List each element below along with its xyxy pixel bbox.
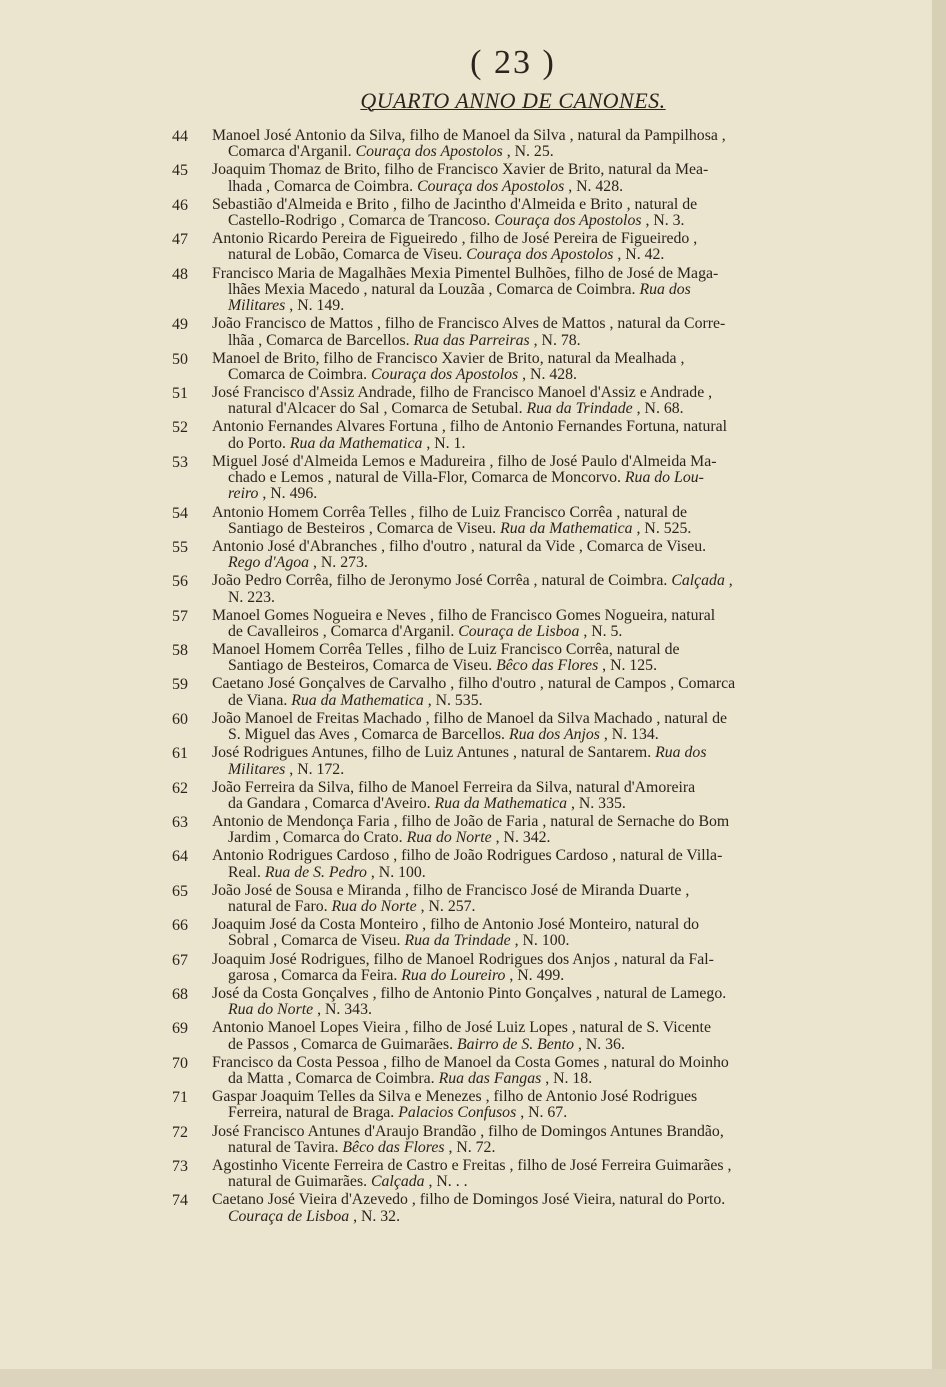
- entry-text: Comarca d'Arganil.: [228, 143, 352, 161]
- entry-line: [212, 899, 852, 915]
- entry-line: [212, 865, 852, 881]
- entry-text: Antonio José d'Abranches , filho d'outro , natural da Vide , Comarca de Viseu.: [212, 537, 707, 555]
- entry-text: Antonio Homem Corrêa Telles , filho de Luiz Francisco Corrêa , natural de: [212, 503, 688, 521]
- street-name: Bêco das Flores: [496, 657, 599, 675]
- house-number: , N. . .: [428, 1173, 468, 1191]
- entry-line: [212, 1020, 852, 1036]
- entry-line: [212, 727, 852, 743]
- list-item: [172, 1124, 852, 1157]
- house-number: , N. 36.: [577, 1035, 625, 1053]
- street-name: Rua dos: [655, 744, 707, 762]
- entry-text: da Matta , Comarca de Coimbra.: [228, 1070, 435, 1088]
- entry-number: 51: [172, 385, 188, 403]
- list-item: [172, 351, 852, 384]
- entry-text: José Rodrigues Antunes, filho de Luiz Antunes , natural de Santarem.: [212, 744, 652, 762]
- list-item: [172, 745, 852, 778]
- house-number: , N. 32.: [353, 1207, 401, 1225]
- entry-text: Comarca de Coimbra.: [228, 365, 368, 383]
- entry-line: [212, 917, 852, 933]
- list-item: [172, 1020, 852, 1053]
- list-item: [172, 419, 852, 452]
- entry-line: [212, 266, 852, 282]
- entry-line: [212, 1174, 852, 1190]
- entry-number: 53: [172, 453, 188, 471]
- entry-line: [212, 883, 852, 899]
- house-number: , N. 125.: [602, 657, 658, 675]
- list-item: [172, 505, 852, 538]
- entry-text: Antonio Manoel Lopes Vieira , filho de José Luiz Lopes , natural de S. Vicente: [212, 1019, 711, 1037]
- entry-text: José Francisco d'Assiz Andrade, filho de Francisco Manoel d'Assiz e Andrade ,: [212, 384, 713, 402]
- entry-line: [212, 830, 852, 846]
- entry-line: [212, 573, 852, 589]
- entry-line: [212, 401, 852, 417]
- list-item: [172, 573, 852, 606]
- street-name: Rua das Fangas: [438, 1070, 542, 1088]
- list-item: [172, 1089, 852, 1122]
- entry-line: [212, 282, 852, 298]
- entry-text: Joaquim José Rodrigues, filho de Manoel Rodrigues dos Anjos , natural da Fal-: [212, 950, 714, 968]
- street-name: Bairro de S. Bento: [457, 1035, 574, 1053]
- entry-line: [212, 162, 852, 178]
- entry-number: 72: [172, 1123, 188, 1141]
- entry-text: Joaquim José da Costa Monteiro , filho de Antonio José Monteiro, natural do: [212, 916, 700, 934]
- entry-text: Ferreira, natural de Braga.: [228, 1104, 395, 1122]
- entry-number: 68: [172, 985, 188, 1003]
- entry-text: José Francisco Antunes d'Araujo Brandão , filho de Domingos Antunes Brandão,: [212, 1122, 724, 1140]
- entry-line: [212, 658, 852, 674]
- entry-number: 65: [172, 882, 188, 900]
- entry-text: Antonio Ricardo Pereira de Figueiredo , filho de José Pereira de Figueiredo ,: [212, 230, 698, 248]
- entry-text: lhães Mexia Macedo , natural da Louzãa , Comarca de Coimbra.: [228, 280, 636, 298]
- house-number: , N. 42.: [617, 246, 665, 264]
- street-name: Palacios Confusos: [398, 1104, 517, 1122]
- entry-text: lhãa , Comarca de Barcellos.: [228, 331, 410, 349]
- entry-line: [212, 968, 852, 984]
- house-number: , N. 428.: [568, 177, 624, 195]
- entry-text: Antonio Fernandes Alvares Fortuna , filho de Antonio Fernandes Fortuna, natural: [212, 418, 728, 436]
- entry-line: [212, 231, 852, 247]
- list-item: [172, 1055, 852, 1088]
- list-item: [172, 1158, 852, 1191]
- street-name: Rua da Mathematica: [291, 691, 424, 709]
- list-item: [172, 539, 852, 572]
- street-name: Couraça de Lisboa: [458, 622, 580, 640]
- house-number: , N. 525.: [636, 519, 692, 537]
- street-name: Calçada: [371, 1173, 425, 1191]
- list-item: [172, 197, 852, 230]
- entry-line: [212, 316, 852, 332]
- entry-line: [212, 144, 852, 160]
- entry-line: [212, 676, 852, 692]
- entry-line: [212, 1002, 852, 1018]
- entry-text: João Ferreira da Silva, filho de Manoel Ferreira da Silva, natural d'Amoreira: [212, 778, 696, 796]
- entry-text: Santiago de Besteiros , Comarca de Viseu.: [228, 519, 497, 537]
- street-name: Couraça de Lisboa: [228, 1207, 350, 1225]
- street-name: Rua da Mathematica: [434, 794, 568, 812]
- street-name: Bêco das Flores: [342, 1138, 445, 1156]
- entry-line: [212, 933, 852, 949]
- street-name: Rua do Norte: [228, 1001, 314, 1019]
- entry-line: [212, 780, 852, 796]
- entry-line: [212, 521, 852, 537]
- entry-number: 60: [172, 710, 188, 728]
- entry-text: Agostinho Vicente Ferreira de Castro e Freitas , filho de José Ferreira Guimarães ,: [212, 1156, 732, 1174]
- street-name: Calçada ,: [671, 572, 733, 590]
- house-number: , N. 499.: [509, 966, 565, 984]
- house-number: , N. 72.: [448, 1138, 496, 1156]
- entry-text: Manoel Gomes Nogueira e Neves , filho de Francisco Gomes Nogueira, natural: [212, 606, 716, 624]
- house-number: , N. 496.: [262, 485, 318, 503]
- list-item: [172, 316, 852, 349]
- entry-text: de Passos , Comarca de Guimarães.: [228, 1035, 454, 1053]
- street-name: Rua do Norte: [331, 898, 417, 916]
- entry-line: [212, 693, 852, 709]
- entry-number: 48: [172, 265, 188, 283]
- house-number: , N. 428.: [522, 365, 577, 383]
- house-number: , N. 25.: [506, 143, 554, 161]
- entry-number: 54: [172, 504, 188, 522]
- entry-text: natural de Faro.: [228, 898, 328, 916]
- entry-line: [212, 454, 852, 470]
- list-item: [172, 711, 852, 744]
- house-number: , N. 172.: [289, 760, 345, 778]
- list-item: [172, 1192, 852, 1225]
- house-number: , N. 5.: [583, 622, 623, 640]
- entry-line: [212, 745, 852, 761]
- list-item: [172, 642, 852, 675]
- entry-line: [212, 1192, 852, 1208]
- entry-text: Sobral , Comarca de Viseu.: [228, 932, 401, 950]
- entry-text: Manoel José Antonio da Silva, filho de Manoel da Silva , natural da Pampilhosa ,: [212, 127, 726, 144]
- entry-line: [212, 436, 852, 452]
- entry-line: [212, 642, 852, 658]
- list-item: [172, 162, 852, 195]
- house-number: , N. 68.: [636, 400, 684, 418]
- entry-number: 69: [172, 1020, 188, 1038]
- entry-line: [212, 247, 852, 263]
- entry-line: [212, 486, 852, 502]
- house-number: , N. 134.: [603, 726, 659, 744]
- entry-line: [212, 419, 852, 435]
- page-edge-shadow: [932, 0, 946, 1387]
- entry-number: 46: [172, 196, 188, 214]
- street-name: Couraça dos Apostolos: [494, 212, 642, 230]
- list-item: [172, 848, 852, 881]
- house-number: , N. 343.: [317, 1001, 372, 1019]
- entry-number: 61: [172, 745, 188, 763]
- house-number: , N. 335.: [570, 794, 626, 812]
- entry-number: 63: [172, 814, 188, 832]
- entry-line: [212, 298, 852, 314]
- entry-line: [212, 128, 852, 144]
- page-number: ( 23 ): [470, 44, 556, 81]
- entry-text: Gaspar Joaquim Telles da Silva e Menezes , filho de Antonio José Rodrigues: [212, 1088, 698, 1106]
- list-item: [172, 676, 852, 709]
- entry-number: 59: [172, 676, 188, 694]
- entry-text: Manoel Homem Corrêa Telles , filho de Luiz Francisco Corrêa, natural de: [212, 641, 680, 659]
- entry-text: lhada , Comarca de Coimbra.: [228, 177, 414, 195]
- entry-line: [212, 814, 852, 830]
- entry-text: Jardim , Comarca do Crato.: [228, 829, 403, 847]
- entry-number: 74: [172, 1192, 188, 1210]
- entry-line: [212, 1158, 852, 1174]
- entry-text: Antonio de Mendonça Faria , filho de João de Faria , natural de Sernache do Bom: [212, 813, 730, 831]
- list-item: [172, 608, 852, 641]
- entry-line: [212, 1140, 852, 1156]
- list-item: [172, 385, 852, 418]
- house-number: , N. 273.: [312, 554, 368, 572]
- house-number: , N. 3.: [645, 212, 685, 230]
- entry-number: 49: [172, 316, 188, 334]
- entry-text: de Viana.: [228, 691, 288, 709]
- entry-text: João Pedro Corrêa, filho de Jeronymo José Corrêa , natural de Coimbra.: [212, 572, 668, 590]
- entry-text: de Cavalleiros , Comarca d'Arganil.: [228, 622, 455, 640]
- street-name: Couraça dos Apostolos: [371, 365, 519, 383]
- house-number: , N. 535.: [427, 691, 483, 709]
- entry-text: natural de Lobão, Comarca de Viseu.: [228, 246, 463, 264]
- entry-number: 56: [172, 573, 188, 591]
- house-number: , N. 100.: [514, 932, 570, 950]
- entry-text: Santiago de Besteiros, Comarca de Viseu.: [228, 657, 493, 675]
- entry-number: 58: [172, 642, 188, 660]
- entry-number: 57: [172, 607, 188, 625]
- entry-line: [212, 1037, 852, 1053]
- entry-text: José da Costa Gonçalves , filho de Antonio Pinto Gonçalves , natural de Lamego.: [212, 984, 727, 1002]
- street-name: Rua da Mathematica: [500, 519, 633, 537]
- entry-text: Sebastião d'Almeida e Brito , filho de Jacintho d'Almeida e Brito , natural de: [212, 195, 698, 213]
- entry-line: [212, 385, 852, 401]
- entry-line: [212, 1105, 852, 1121]
- entry-number: 67: [172, 951, 188, 969]
- entry-text: da Gandara , Comarca d'Aveiro.: [228, 794, 431, 812]
- street-name: Rua dos: [639, 280, 691, 298]
- entry-number: 52: [172, 419, 188, 437]
- entry-text: Real.: [228, 863, 261, 881]
- entry-line: [212, 1071, 852, 1087]
- entry-line: [212, 796, 852, 812]
- house-number: , N. 18.: [545, 1070, 593, 1088]
- entry-number: 64: [172, 848, 188, 866]
- list-item: [172, 231, 852, 264]
- entry-line: [212, 179, 852, 195]
- entry-number: 62: [172, 779, 188, 797]
- entry-line: [212, 952, 852, 968]
- house-number: , N. 149.: [289, 297, 345, 315]
- house-number: , N. 67.: [520, 1104, 568, 1122]
- list-item: [172, 454, 852, 503]
- entry-number: 44: [172, 128, 188, 145]
- student-list: [172, 128, 852, 1227]
- entry-text: Antonio Rodrigues Cardoso , filho de João Rodrigues Cardoso , natural de Villa-: [212, 847, 723, 865]
- street-name: Couraça dos Apostolos: [417, 177, 565, 195]
- list-item: [172, 883, 852, 916]
- entry-line: [212, 711, 852, 727]
- house-number: , N. 78.: [533, 331, 581, 349]
- list-item: [172, 266, 852, 315]
- entry-text: natural de Tavira.: [228, 1138, 339, 1156]
- entry-number: 71: [172, 1089, 188, 1107]
- street-name: Rua dos Anjos: [508, 726, 600, 744]
- entry-line: [212, 848, 852, 864]
- entry-text: Castello-Rodrigo , Comarca de Trancoso.: [228, 212, 491, 230]
- street-name: Militares: [228, 297, 286, 315]
- entry-text: natural d'Alcacer do Sal , Comarca de Setubal.: [228, 400, 523, 418]
- list-item: [172, 814, 852, 847]
- street-name: Rua do Norte: [406, 829, 492, 847]
- entry-line: [212, 505, 852, 521]
- entry-text: João Manoel de Freitas Machado , filho de Manoel da Silva Machado , natural de: [212, 709, 728, 727]
- page-bottom-margin: [0, 1369, 946, 1387]
- entry-line: [212, 762, 852, 778]
- street-name: reiro: [228, 485, 259, 503]
- entry-text: Caetano José Gonçalves de Carvalho , filho d'outro , natural de Campos , Comarca: [212, 675, 736, 693]
- street-name: Rua da Mathematica: [289, 434, 423, 452]
- entry-number: 73: [172, 1157, 188, 1175]
- entry-text: S. Miguel das Aves , Comarca de Barcellos.: [228, 726, 505, 744]
- entry-number: 66: [172, 917, 188, 935]
- entry-line: [212, 555, 852, 571]
- entry-line: [212, 1089, 852, 1105]
- list-item: [172, 952, 852, 985]
- entry-line: [212, 470, 852, 486]
- list-item: [172, 917, 852, 950]
- entry-line: [212, 333, 852, 349]
- entry-line: [212, 624, 852, 640]
- entry-text: Manoel de Brito, filho de Francisco Xavier de Brito, natural da Mealhada ,: [212, 349, 685, 367]
- house-number: , N. 1.: [426, 434, 466, 452]
- entry-number: 45: [172, 162, 188, 180]
- entry-line: [212, 213, 852, 229]
- street-name: Rua das Parreiras: [413, 331, 530, 349]
- list-item: [172, 128, 852, 161]
- entry-line: [212, 608, 852, 624]
- entry-text: Miguel José d'Almeida Lemos e Madureira , filho de José Paulo d'Almeida Ma-: [212, 452, 717, 470]
- entry-text: chado e Lemos , natural de Villa-Flor, Comarca de Moncorvo.: [228, 469, 621, 487]
- street-name: Couraça dos Apostolos: [466, 246, 614, 264]
- entry-text: Caetano José Vieira d'Azevedo , filho de Domingos José Vieira, natural do Porto.: [212, 1191, 726, 1209]
- entry-text: do Porto.: [228, 434, 286, 452]
- street-name: Rua do Lou-: [624, 469, 704, 487]
- entry-text: João José de Sousa e Miranda , filho de Francisco José de Miranda Duarte ,: [212, 881, 690, 899]
- street-name: Couraça dos Apostolos: [355, 143, 503, 161]
- entry-text: N. 223.: [228, 588, 275, 606]
- entry-text: Joaquim Thomaz de Brito, filho de Francisco Xavier de Brito, natural da Mea-: [212, 161, 709, 179]
- entry-text: garosa , Comarca da Feira.: [228, 966, 398, 984]
- entry-line: [212, 1055, 852, 1071]
- house-number: , N. 257.: [420, 898, 476, 916]
- entry-line: [212, 986, 852, 1002]
- entry-number: 55: [172, 538, 188, 556]
- entry-text: Francisco da Costa Pessoa , filho de Manoel da Costa Gomes , natural do Moinho: [212, 1053, 729, 1071]
- street-name: Rua do Loureiro: [401, 966, 506, 984]
- page-title: QUARTO ANNO DE CANONES.: [360, 88, 666, 113]
- entry-text: João Francisco de Mattos , filho de Francisco Alves de Mattos , natural da Corre-: [212, 315, 726, 333]
- street-name: Militares: [228, 760, 286, 778]
- entry-line: [212, 1209, 852, 1225]
- entry-line: [212, 351, 852, 367]
- entry-line: [212, 197, 852, 213]
- street-name: Rua da Trindade: [526, 400, 633, 418]
- entry-line: [212, 590, 852, 606]
- entry-number: 70: [172, 1054, 188, 1072]
- entry-text: natural de Guimarães.: [228, 1173, 368, 1191]
- entry-text: Francisco Maria de Magalhães Mexia Pimentel Bulhões, filho de José de Maga-: [212, 264, 719, 282]
- entry-line: [212, 367, 852, 383]
- list-item: [172, 780, 852, 813]
- entry-line: [212, 1124, 852, 1140]
- entry-number: 50: [172, 350, 188, 368]
- street-name: Rua de S. Pedro: [264, 863, 367, 881]
- entry-number: 47: [172, 231, 188, 249]
- entry-line: [212, 539, 852, 555]
- house-number: , N. 342.: [495, 829, 551, 847]
- house-number: , N. 100.: [370, 863, 426, 881]
- street-name: Rua da Trindade: [404, 932, 511, 950]
- list-item: [172, 986, 852, 1019]
- street-name: Rego d'Agoa: [228, 554, 310, 572]
